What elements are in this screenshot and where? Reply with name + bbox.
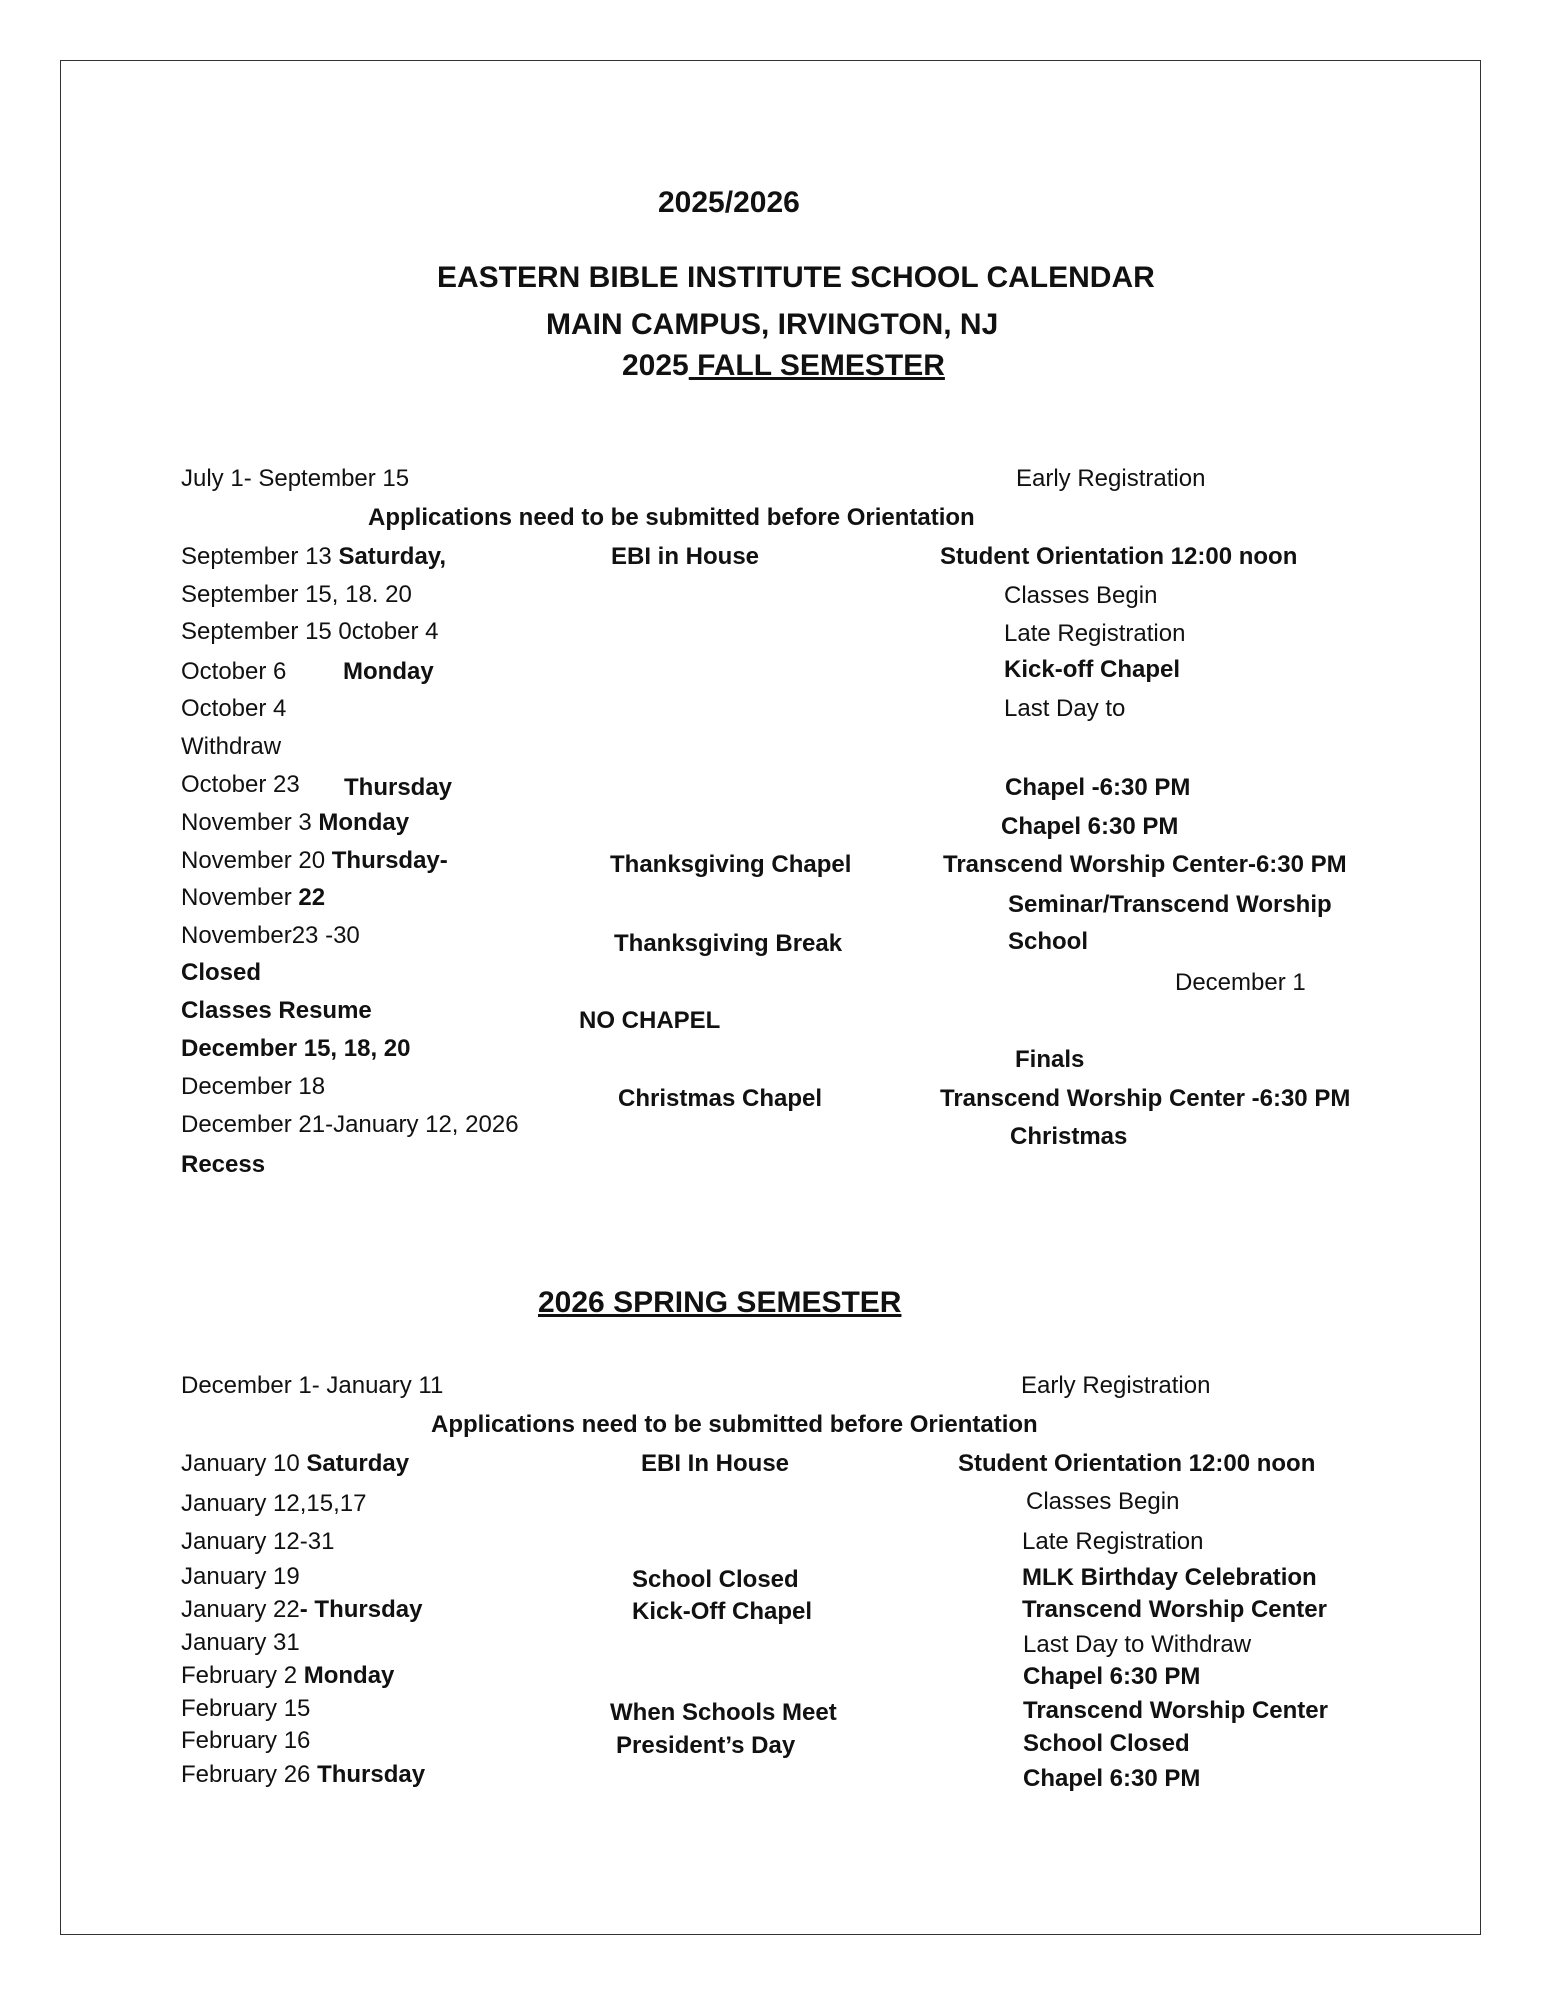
spring-feb16-date: February 16 — [181, 1727, 311, 1754]
spring-late-label: Late Registration — [1022, 1528, 1204, 1555]
spring-early-reg-label: Early Registration — [1021, 1372, 1211, 1399]
spring-applications-note: Applications need to be submitted before Orientation — [431, 1411, 1038, 1438]
spring-jan10-date — [181, 1450, 409, 1478]
fall-dec18-event: Transcend Worship Center -6:30 PM — [940, 1085, 1351, 1112]
fall-sep13-event: Student Orientation 12:00 noon — [940, 543, 1298, 570]
fall-oct4-withdraw: Withdraw — [181, 733, 282, 760]
day-text: Thursday- — [331, 847, 448, 874]
date-text: February 26 — [181, 1761, 318, 1788]
fall-dec1: December 1 — [1175, 969, 1306, 996]
fall-recess-dates: December 21-January 12, 2026 — [181, 1111, 519, 1138]
day-text: Monday — [318, 809, 410, 836]
fall-nov20-date — [181, 847, 448, 875]
fall-semester-label: FALL SEMESTER — [688, 349, 945, 382]
spring-late-dates: January 12-31 — [181, 1528, 335, 1555]
spring-feb2-event: Chapel 6:30 PM — [1023, 1663, 1201, 1690]
spring-early-reg-dates: December 1- January 11 — [181, 1372, 444, 1399]
day-text: - Thursday — [299, 1596, 423, 1623]
fall-sep13-place: EBI in House — [611, 543, 760, 570]
spring-classes-label: Classes Begin — [1026, 1488, 1180, 1515]
spring-jan22-date — [181, 1596, 422, 1624]
day-text: Saturday, — [338, 543, 447, 570]
spring-jan19-date: January 19 — [181, 1563, 300, 1590]
fall-applications-note: Applications need to be submitted before Orientation — [368, 504, 975, 531]
date-text: November — [181, 884, 299, 911]
fall-nov20-event: Transcend Worship Center-6:30 PM — [943, 851, 1347, 878]
fall-christmas: Christmas — [1010, 1123, 1128, 1150]
campus-name: MAIN CAMPUS, IRVINGTON, NJ — [546, 308, 999, 341]
spring-feb16-place: President’s Day — [616, 1732, 796, 1759]
spring-jan10-event: Student Orientation 12:00 noon — [958, 1450, 1316, 1477]
spring-feb26-event: Chapel 6:30 PM — [1023, 1765, 1201, 1792]
date-text: January 10 — [181, 1450, 307, 1477]
day-text: Monday — [303, 1662, 395, 1689]
spring-jan19-event: MLK Birthday Celebration — [1022, 1564, 1317, 1591]
date-text: November 20 — [181, 847, 332, 874]
spring-jan22-event: Transcend Worship Center — [1022, 1596, 1327, 1623]
spring-semester-heading: 2026 SPRING SEMESTER — [538, 1286, 902, 1319]
fall-recess: Recess — [181, 1151, 266, 1178]
date-text: November 3 — [181, 809, 319, 836]
fall-oct6-event: Kick-off Chapel — [1004, 656, 1181, 683]
fall-early-reg-dates: July 1- September 15 — [181, 465, 410, 492]
fall-classes-dates: September 15, 18. 20 — [181, 581, 412, 608]
fall-oct23-date: October 23 — [181, 771, 300, 798]
spring-classes-dates: January 12,15,17 — [181, 1490, 367, 1517]
fall-late-dates: September 15 0ctober 4 — [181, 618, 439, 645]
fall-nov3-event: Chapel 6:30 PM — [1001, 813, 1179, 840]
fall-semester-year: 2025 — [622, 349, 689, 382]
date-text: January 22 — [181, 1596, 300, 1623]
fall-no-chapel: NO CHAPEL — [579, 1007, 721, 1034]
spring-jan22-place: Kick-Off Chapel — [632, 1598, 813, 1625]
institute-title: EASTERN BIBLE INSTITUTE SCHOOL CALENDAR — [437, 261, 1155, 294]
spring-feb2-date — [181, 1662, 394, 1690]
fall-oct4-event: Last Day to — [1004, 695, 1126, 722]
fall-classes-resume: Classes Resume — [181, 997, 372, 1024]
calendar-year: 2025/2026 — [658, 186, 800, 219]
fall-nov23-date: November23 -30 — [181, 922, 360, 949]
fall-late-label: Late Registration — [1004, 620, 1186, 647]
fall-oct4-date: October 4 — [181, 695, 287, 722]
fall-dec18-place: Christmas Chapel — [618, 1085, 823, 1112]
fall-oct23-day: Thursday — [344, 774, 453, 801]
fall-dec18-date: December 18 — [181, 1073, 326, 1100]
fall-finals-dates: December 15, 18, 20 — [181, 1035, 411, 1062]
fall-oct6-day: Monday — [343, 658, 434, 685]
fall-nov22-date — [181, 884, 325, 912]
day-text: Thursday — [317, 1761, 426, 1788]
day-text: Saturday — [306, 1450, 410, 1477]
fall-finals-label: Finals — [1015, 1046, 1085, 1073]
spring-jan19-place: School Closed — [632, 1566, 799, 1593]
spring-jan10-place: EBI In House — [641, 1450, 790, 1477]
spring-feb15-place: When Schools Meet — [610, 1699, 837, 1726]
spring-jan31-event: Last Day to Withdraw — [1023, 1631, 1252, 1658]
fall-nov23-place: Thanksgiving Break — [614, 930, 843, 957]
date-text: February 2 — [181, 1662, 304, 1689]
fall-oct23-event: Chapel -6:30 PM — [1005, 774, 1191, 801]
fall-nov20-place: Thanksgiving Chapel — [610, 851, 852, 878]
fall-nov22-event: Seminar/Transcend Worship — [1008, 891, 1332, 918]
spring-feb26-date — [181, 1761, 425, 1789]
fall-nov23-event: School — [1008, 928, 1089, 955]
fall-classes-label: Classes Begin — [1004, 582, 1158, 609]
fall-sep13-date — [181, 543, 446, 571]
date-text: September 13 — [181, 543, 339, 570]
spring-feb15-event: Transcend Worship Center — [1023, 1697, 1328, 1724]
fall-oct6-date: October 6 — [181, 658, 287, 685]
spring-jan31-date: January 31 — [181, 1629, 300, 1656]
day-text: 22 — [298, 884, 326, 911]
spring-feb16-event: School Closed — [1023, 1730, 1190, 1757]
fall-nov3-date — [181, 809, 409, 837]
fall-early-reg-label: Early Registration — [1016, 465, 1206, 492]
spring-feb15-date: February 15 — [181, 1695, 311, 1722]
fall-closed: Closed — [181, 959, 262, 986]
fall-semester-heading — [622, 348, 945, 384]
